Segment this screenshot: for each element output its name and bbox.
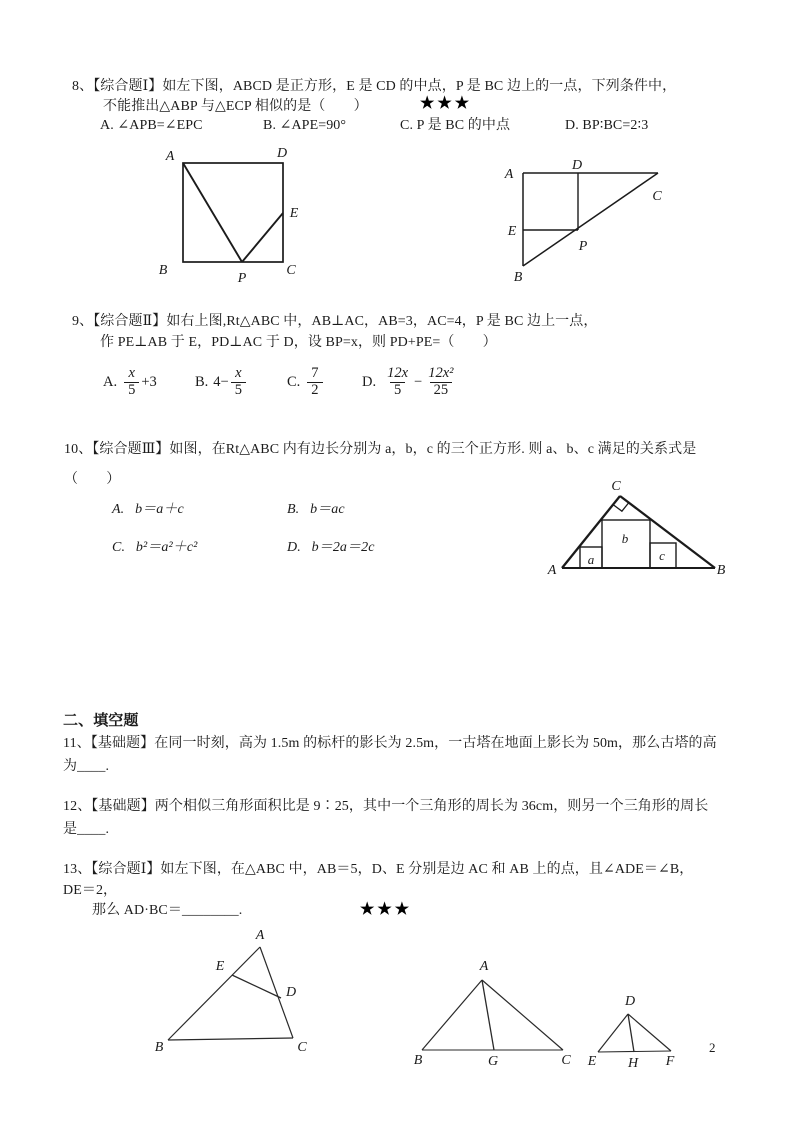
- side-bc: [168, 1038, 293, 1040]
- q10-option-c-label: C.: [112, 540, 126, 555]
- q11-line2: 为____.: [63, 759, 110, 774]
- q13-line1: 13、【综合题Ⅰ】如左下图，在△ABC 中，AB＝5，D、E 分别是边 AC 和 AB 上的点，且∠ADE＝∠B，: [63, 862, 694, 877]
- q8-line2: 不能推出△ABP 与△ECP 相似的是（ ）: [103, 99, 368, 114]
- vertex-label-e: E: [587, 1054, 597, 1069]
- right-angle-mark: [613, 503, 629, 512]
- fraction: $\frac{12x}{5}$: [387, 365, 409, 398]
- q9-option-d-label: D.: [362, 373, 377, 390]
- q9-option-a: [103, 362, 157, 402]
- q13-figure-left: [140, 925, 320, 1060]
- fraction: $\frac{\text{12x²}}{25}$: [428, 365, 454, 398]
- side-de: [598, 1014, 628, 1052]
- square-label-b: b: [621, 531, 629, 546]
- point-label-p: P: [578, 239, 588, 254]
- q10-option-c: [112, 538, 197, 558]
- point-label-d: D: [285, 985, 297, 1000]
- square-label-a: a: [587, 552, 595, 567]
- q9-option-b: [195, 362, 248, 402]
- q8-option-c: C. P 是 BC 的中点: [400, 118, 511, 133]
- q10-line2: （ ）: [64, 472, 121, 487]
- q9-line2: 作 PE⊥AB 于 E，PD⊥AC 于 D，设 BP=x，则 PD+PE=（ ）: [100, 335, 497, 350]
- q8-option-d: D. BP∶BC=2∶3: [565, 118, 649, 133]
- q9-option-d: [362, 362, 460, 402]
- cevian-ag: [482, 980, 494, 1050]
- point-label-d: D: [571, 158, 583, 173]
- q10-option-b-label: B.: [287, 502, 300, 517]
- q13-difficulty-stars: ★★★: [360, 901, 413, 918]
- q9-option-d-minus: −: [414, 373, 423, 390]
- side-cb: [620, 496, 715, 568]
- point-label-p: P: [237, 271, 247, 286]
- q10-option-d-expr: b＝2a＝2c: [311, 540, 375, 555]
- q10-option-a: [112, 500, 184, 520]
- q13-figure-right: [580, 990, 690, 1075]
- q9-option-a-label: A.: [103, 373, 118, 390]
- q10-figure-triangle-squares: [535, 475, 735, 580]
- q10-line1: 10、【综合题Ⅲ】如图，在Rt△ABC 内有边长分别为 a，b，c 的三个正方形. 则 a、b、c 满足的关系式是: [64, 442, 697, 457]
- vertex-label-a: A: [547, 563, 557, 578]
- fraction: $\frac{x}{5}$: [231, 366, 246, 397]
- point-label-e: E: [215, 959, 225, 974]
- q8-option-b: B. ∠APE=90°: [263, 118, 347, 133]
- point-label-e: E: [507, 224, 517, 239]
- side-df: [628, 1014, 671, 1051]
- cevian-dh: [628, 1014, 634, 1052]
- q13-line3: 那么 AD·BC＝________.: [92, 903, 243, 918]
- q8-line1: 8、【综合题Ⅰ】如左下图，ABCD 是正方形，E 是 CD 的中点，P 是 BC 边上的一点，下列条件中，: [72, 79, 677, 94]
- vertex-label-b: B: [513, 270, 523, 285]
- q8-option-a: A. ∠APB=∠EPC: [100, 118, 203, 133]
- q10-option-c-expr: b²＝a²＋c²: [135, 540, 198, 555]
- segment-pe: [242, 213, 283, 262]
- q9-line1: 9、【综合题Ⅱ】如右上图,Rt△ABC 中，AB⊥AC，AB=3，AC=4，P 是 BC 边上一点，: [72, 314, 598, 329]
- side-ab: [422, 980, 482, 1050]
- q9-option-a-suffix: +3: [141, 373, 157, 390]
- vertex-label-c: C: [652, 189, 662, 204]
- segment-ap: [183, 163, 242, 262]
- segment-ed: [232, 975, 281, 998]
- square-label-c: c: [659, 548, 665, 563]
- vertex-label-d: D: [276, 146, 288, 161]
- q10-option-a-label: A.: [112, 502, 125, 517]
- q10-option-d: [287, 538, 375, 558]
- q9-figure-right-triangle: [490, 150, 675, 285]
- q9-option-c-label: C.: [287, 373, 301, 390]
- vertex-label-c: C: [297, 1040, 307, 1055]
- vertex-label-b: B: [154, 1040, 164, 1055]
- q10-option-b-expr: b＝ac: [310, 502, 345, 517]
- vertex-label-b: B: [158, 263, 168, 278]
- vertex-label-c: C: [611, 479, 621, 494]
- vertex-label-c: C: [286, 263, 296, 278]
- vertex-label-a: A: [165, 149, 175, 164]
- vertex-label-a: A: [504, 167, 514, 182]
- section2-heading: 二、填空题: [63, 713, 139, 729]
- point-label-g: G: [487, 1054, 499, 1069]
- q13-line2: DE＝2，: [63, 883, 118, 898]
- fraction: $\frac{x}{5}$: [124, 366, 139, 397]
- q8-difficulty-stars: ★★★: [420, 95, 473, 112]
- point-label-e: E: [289, 206, 299, 221]
- vertex-label-a: A: [479, 959, 489, 974]
- vertex-label-c: C: [561, 1053, 571, 1068]
- q13-figure-middle: [405, 955, 580, 1070]
- side-ab: [168, 947, 260, 1040]
- q12-line2: 是____.: [63, 822, 110, 837]
- vertex-label-d: D: [624, 994, 636, 1009]
- fraction: $\frac{7}{2}$: [307, 366, 322, 397]
- side-ac: [482, 980, 563, 1050]
- vertex-label-f: F: [665, 1054, 675, 1069]
- hypotenuse-bc: [523, 173, 658, 266]
- q10-option-b: [287, 500, 345, 520]
- vertex-label-a: A: [255, 928, 265, 943]
- q12-line1: 12、【基础题】两个相似三角形面积比是 9∶25，其中一个三角形的周长为 36cm，则另一个三角形的周长: [63, 799, 709, 814]
- page-number: 2: [709, 1040, 716, 1055]
- vertex-label-b: B: [413, 1053, 423, 1068]
- q9-option-b-prefix: 4−: [213, 373, 229, 390]
- q9-option-c: [287, 362, 325, 402]
- q8-figure-square: [130, 140, 320, 290]
- q10-option-a-expr: b＝a＋c: [135, 502, 184, 517]
- q9-option-b-label: B.: [195, 373, 209, 390]
- q11-line1: 11、【基础题】在同一时刻，高为 1.5m 的标杆的影长为 2.5m，一古塔在地面上影长为 50m，那么古塔的高: [63, 736, 717, 751]
- q10-option-d-label: D.: [287, 540, 301, 555]
- vertex-label-b: B: [716, 563, 726, 578]
- point-label-h: H: [627, 1056, 639, 1071]
